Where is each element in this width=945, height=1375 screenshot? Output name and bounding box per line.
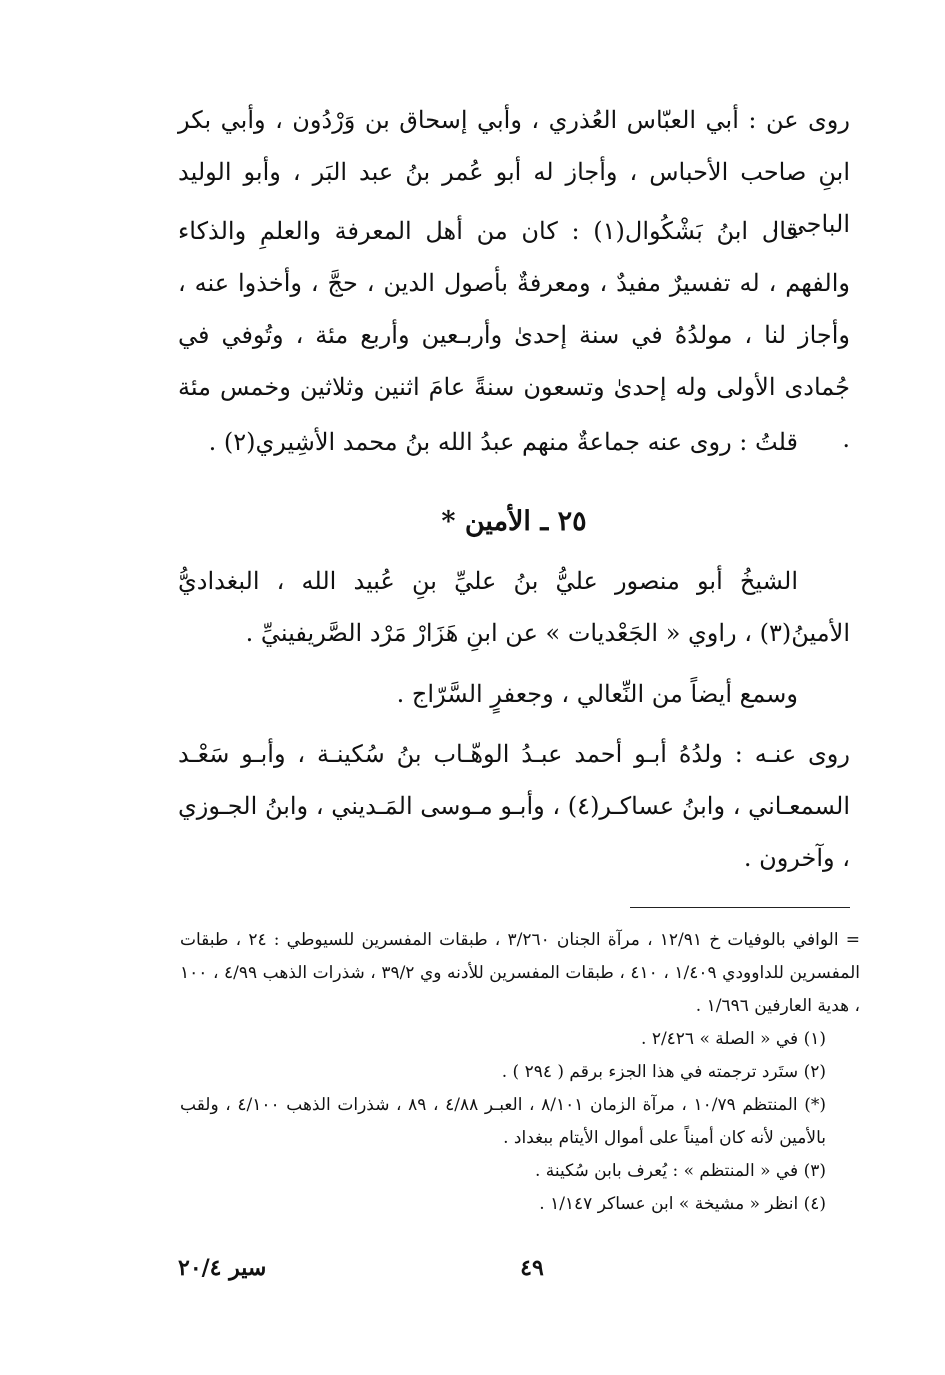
footnote-separator: [630, 907, 850, 908]
paragraph-samia: وسمع أيضاً من النِّعالي ، وجعفرٍ السَّرّاج .: [396, 680, 798, 708]
paragraph-qultu: قلتُ : روى عنه جماعةٌ منهم عبدُ الله بنُ محمد الأشِيري(٢) .: [208, 428, 798, 456]
footnote-4: (٤) انظر « مشيخة » ابن عساكر ١/١٤٧ .: [539, 1194, 826, 1214]
printer-signature: سير ٢٠/٤: [178, 1255, 267, 1281]
paragraph-ibn-bashkuwal: قال ابنُ بَشْكُوال(١) : كان من أهل المعرفة والعلمِ والذكاء والفهم ، له تفسيرٌ مفيدٌ ، ومعرفةٌ بأصول الدين ، حجَّ ، وأخذوا عنه ، وأجاز لنا ، مولدُهُ في سنة إحدىٰ وأربـعين وأربع مئة ، وتُوفي في جُمادى الأولى وله إحدىٰ وتسعون سنةً عامَ اثنين وثلاثين وخمس مئة .: [178, 217, 850, 453]
entry-text-block-1: [178, 555, 850, 659]
paragraph-shaykh: الشيخُ أبو منصور عليُّ بنُ عليِّ بنِ عُبيد الله ، البغداديُّ الأمينُ(٣) ، راوي « الجَعْديات » عن ابنِ هَزَارْ مَرْد الصَّريفينيِّ .: [178, 567, 850, 647]
footnotes: [180, 924, 861, 1221]
entry-heading: ٢٥ ـ الأمين *: [441, 506, 587, 537]
paragraph-rawa-anhu: روى عنـه : ولدُهُ أبـو أحمد عبـدُ الوهّـاب بنُ سُكينـة ، وأبـو سَعْـد السمعـاني ، وابنُ عساكـر(٤) ، وأبـو مـوسى المَـديني ، وابنُ الجـوزي ، وآخرون .: [178, 740, 850, 872]
footnote-star: (*) المنتظم ١٠/٧٩ ، مرآة الزمان ٨/١٠١ ، العبـر ٤/٨٨ ، ٨٩ ، شذرات الذهب ٤/١٠٠ ، ولقب بالأمين لأنه كان أميناً على أموال الأيتام ببغداد .: [180, 1095, 826, 1148]
page-number: ٤٩: [520, 1255, 544, 1281]
footnote-continuation: = الوافي بالوفيات خ ١٢/٩١ ، مرآة الجنان ٣/٢٦٠ ، طبقات المفسرين للسيوطي : ٢٤ ، طبقات المفسرين للداوودي ١/٤٠٩ ، ٤١٠ ، طبقات المفسرين للأدنه وي ٣٩/٢ ، شذرات الذهب ٤/٩٩ ، ١٠٠ ، هدية العارفين ١/٦٩٦ .: [180, 930, 861, 1016]
entry-text-block-2: [178, 668, 850, 720]
footnote-3: (٣) في « المنتظم » : يُعرف بابن سُكينة .: [534, 1161, 826, 1181]
main-text-block-3: [178, 416, 850, 468]
footnote-2: (٢) ستَرد ترجمته في هذا الجزء برقم ( ٢٩٤ ) .: [501, 1062, 826, 1082]
entry-text-block-3: [178, 728, 850, 884]
paragraph-riwaya: روى عن : أبي العبّاس العُذري ، وأبي إسحاق بن وَرْدُون ، وأبي بكر ابنِ صاحب الأحباس ، وأجاز له أبو عُمر بنُ عبد البَر ، وأبو الوليد الباجي .: [178, 106, 850, 238]
footnote-1: (١) في « الصلة » ٢/٤٢٦ .: [641, 1029, 826, 1049]
